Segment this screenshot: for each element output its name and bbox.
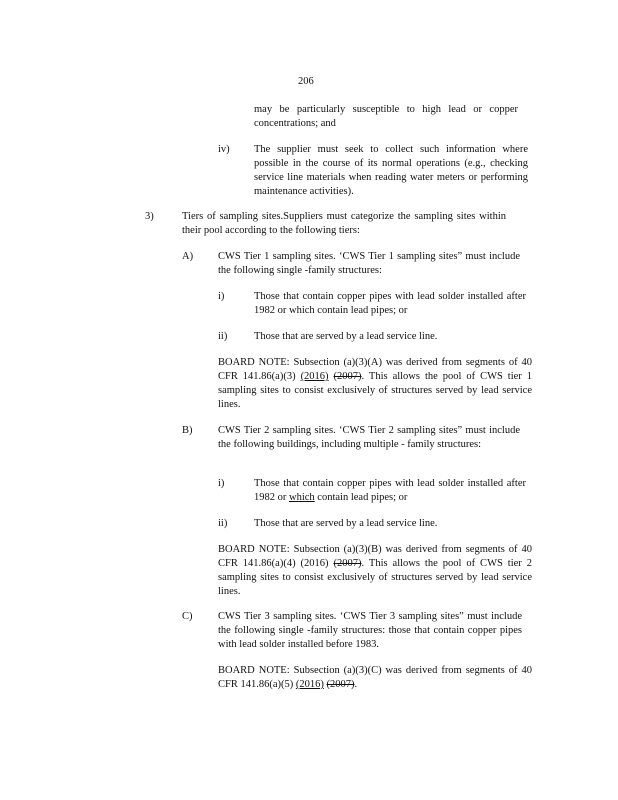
tier1-ii-label: ii)	[218, 331, 228, 342]
tier1-label: A)	[182, 251, 194, 262]
tier2-i-label: i)	[218, 478, 225, 489]
tier2-i-text	[254, 477, 526, 505]
tier3-note-old-year: (2007)	[326, 679, 355, 690]
tier3-text: CWS Tier 3 sampling sites. ‘CWS Tier 3 sampling sites” must include the following single -family structures: those that contain copper pipes with lead solder installed before 1983.	[218, 611, 522, 650]
item-iii-continuation: may be particularly susceptible to high lead or copper concentrations; and	[254, 104, 518, 129]
tier1-i-label: i)	[218, 291, 225, 302]
tier2-note-post: . This allows the pool of CWS tier 2 sampling sites to consist exclusively of structures served by lead service lines.	[218, 558, 532, 597]
tier1-ii-text: Those that are served by a lead service line.	[254, 331, 438, 342]
tier3-note-post: .	[354, 679, 358, 690]
tier1-text: CWS Tier 1 sampling sites. ‘CWS Tier 1 sampling sites” must include the following single -family structures:	[218, 251, 520, 276]
tier2-note-old-year: (2007)	[333, 558, 362, 569]
tier2-i-post: contain lead pipes; or	[314, 492, 408, 503]
item-iv-label: iv)	[218, 144, 230, 155]
tier2-board-note	[218, 543, 532, 599]
tier2-text: CWS Tier 2 sampling sites. ‘CWS Tier 2 sampling sites” must include the following buildings, including multiple - family structures:	[218, 425, 520, 450]
tier1-board-note	[218, 356, 532, 412]
tier2-ii-label: ii)	[218, 518, 228, 529]
tier1-note-old-year: (2007)	[333, 371, 362, 382]
section-3-text: Tiers of sampling sites.Suppliers must categorize the sampling sites within their pool according to the following tiers:	[182, 211, 506, 236]
tier2-ii-text: Those that are served by a lead service line.	[254, 518, 438, 529]
tier3-note-new-year: (2016)	[295, 679, 324, 690]
tier3-board-note	[218, 664, 532, 692]
section-3-label: 3)	[145, 211, 154, 222]
tier1-i-text: Those that contain copper pipes with lead solder installed after 1982 or which contain lead pipes; or	[254, 291, 526, 316]
tier1-note-post: . This allows the pool of CWS tier 1 sampling sites to consist exclusively of structures served by lead service lines.	[218, 371, 532, 410]
tier1-note-pre: BOARD NOTE: Subsection (a)(3)(A) was derived from segments of 40 CFR 141.86(a)(3)	[218, 357, 532, 382]
tier2-i-underlined: which	[289, 492, 315, 503]
item-iv-text: The supplier must seek to collect such information where possible in the course of its normal operations (e.g., checking service line materials when reading water meters or performing maintenance activities).	[254, 144, 528, 197]
tier2-label: B)	[182, 425, 193, 436]
tier3-note-pre: BOARD NOTE: Subsection (a)(3)(C) was derived from segments of 40 CFR 141.86(a)(5)	[218, 665, 532, 690]
tier3-label: C)	[182, 611, 193, 622]
tier2-i-pre: Those that contain copper pipes with lead solder installed after 1982 or	[254, 478, 526, 503]
page-number: 206	[298, 76, 314, 87]
tier2-note-pre: BOARD NOTE: Subsection (a)(3)(B) was derived from segments of 40 CFR 141.86(a)(4) (2016)	[218, 544, 532, 569]
tier1-note-new-year: (2016)	[300, 371, 329, 382]
